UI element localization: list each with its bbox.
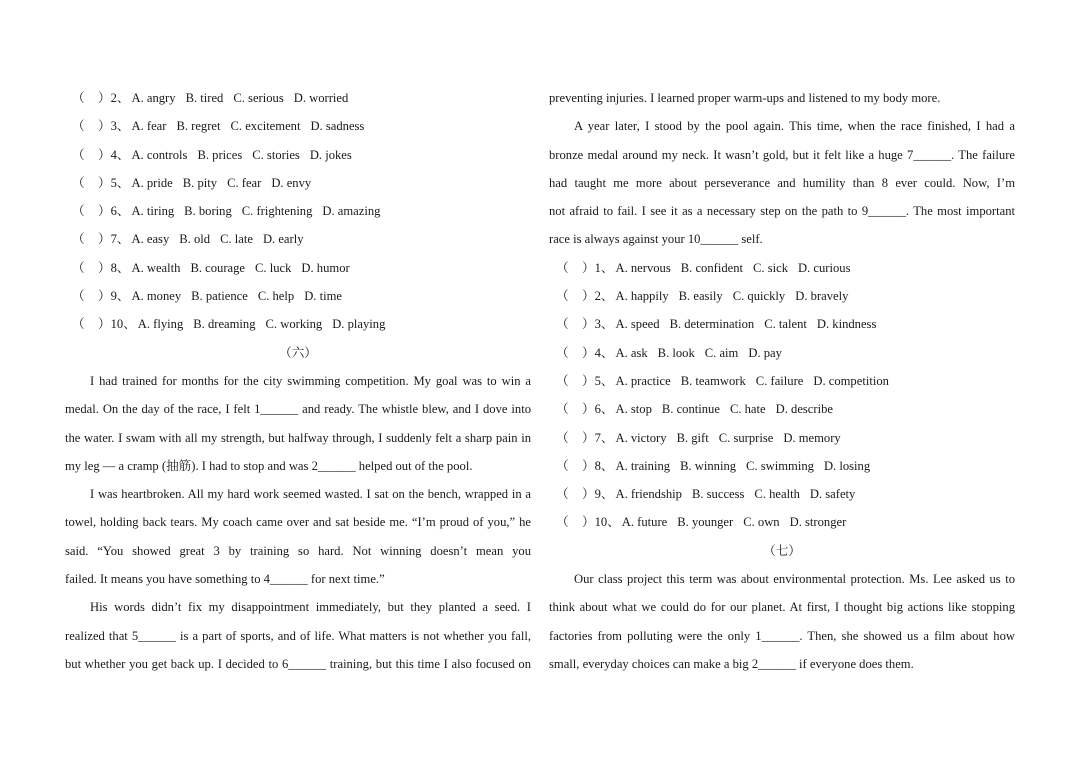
question-number: ）4、 bbox=[582, 345, 614, 360]
question-number: ）2、 bbox=[582, 289, 614, 304]
option-c: C. own bbox=[743, 515, 780, 530]
question-number: ）3、 bbox=[98, 119, 130, 134]
passage-line: bronze medal around my neck. It wasn’t gold, but it felt like a huge 7______. The failure bbox=[549, 147, 1015, 162]
option-a: A. training bbox=[615, 458, 671, 473]
answer-bracket[interactable]: （ bbox=[556, 515, 569, 530]
answer-bracket[interactable]: （ bbox=[72, 204, 85, 219]
option-a: A. victory bbox=[615, 430, 667, 445]
passage-line: His words didn’t fix my disappointment immediately, but they planted a seed. I bbox=[90, 600, 531, 615]
option-b: B. confident bbox=[680, 260, 744, 275]
passage-line: small, everyday choices can make a big 2______ if everyone does them. bbox=[549, 656, 914, 671]
question-item bbox=[65, 112, 531, 140]
option-c: C. failure bbox=[755, 373, 804, 388]
option-a: A. future bbox=[621, 515, 668, 530]
option-c: C. serious bbox=[233, 91, 284, 105]
passage-line: I was heartbroken. All my hard work seemed wasted. I sat on the bench, wrapped in a bbox=[90, 487, 531, 502]
answer-bracket[interactable]: （ bbox=[72, 317, 85, 332]
answer-bracket[interactable]: （ bbox=[72, 147, 85, 162]
option-d: D. memory bbox=[783, 430, 841, 445]
question-item bbox=[549, 310, 1015, 338]
question-item bbox=[549, 339, 1015, 367]
option-a: A. practice bbox=[615, 373, 671, 388]
option-d: D. pay bbox=[748, 345, 782, 360]
question-item bbox=[65, 141, 531, 169]
passage-line: towel, holding back tears. My coach came over and sat beside me. “I’m proud of you,” he bbox=[65, 515, 531, 530]
question-number: ）5、 bbox=[98, 175, 130, 190]
passage-line: said. “You showed great 3 by training so hard. Not winning doesn’t mean you bbox=[65, 543, 531, 558]
section-heading: （七） bbox=[763, 543, 801, 558]
question-item bbox=[65, 169, 531, 197]
passage-line: medal. On the day of the race, I felt 1______ and ready. The whistle blew, and I dove into bbox=[65, 402, 531, 417]
answer-bracket[interactable]: （ bbox=[72, 119, 85, 134]
passage-line: my leg — a cramp (抽筋). I had to stop and was 2______ helped out of the pool. bbox=[65, 458, 473, 473]
passage-line: but whether you get back up. I decided to 6______ training, but this time I also focused on bbox=[65, 656, 531, 671]
option-d: D. stronger bbox=[789, 515, 847, 530]
passage-line: realized that 5______ is a part of sports, and of life. What matters is not whether you fall, bbox=[65, 628, 531, 643]
answer-bracket[interactable]: （ bbox=[556, 373, 569, 388]
question-item bbox=[65, 84, 531, 112]
option-b: B. younger bbox=[677, 515, 734, 530]
option-b: B. pity bbox=[182, 175, 218, 190]
question-number: ）7、 bbox=[98, 232, 130, 247]
option-c: C. swimming bbox=[746, 458, 814, 473]
passage-line: I had trained for months for the city swimming competition. My goal was to win a bbox=[90, 373, 531, 388]
passage-line: the water. I swam with all my strength, but halfway through, I suddenly felt a sharp pain in bbox=[65, 430, 531, 445]
question-number: ）3、 bbox=[582, 317, 614, 332]
passage-line: Our class project this term was about environmental protection. Ms. Lee asked us to bbox=[574, 572, 1015, 587]
option-c: C. surprise bbox=[718, 430, 774, 445]
option-b: B. continue bbox=[661, 402, 720, 417]
option-a: A. controls bbox=[131, 147, 188, 162]
option-a: A. flying bbox=[137, 317, 184, 332]
question-item bbox=[549, 508, 1015, 536]
option-b: B. prices bbox=[197, 147, 243, 162]
option-d: D. describe bbox=[775, 402, 833, 417]
option-a: A. fear bbox=[131, 119, 167, 134]
option-c: C. quickly bbox=[732, 289, 786, 304]
option-b: B. courage bbox=[190, 260, 246, 275]
answer-bracket[interactable]: （ bbox=[72, 175, 85, 190]
option-c: C. help bbox=[257, 289, 295, 304]
question-item bbox=[65, 197, 531, 225]
answer-bracket[interactable]: （ bbox=[556, 345, 569, 360]
option-a: A. ask bbox=[615, 345, 648, 360]
option-d: D. jokes bbox=[309, 147, 352, 162]
question-number: ）4、 bbox=[98, 147, 130, 162]
option-b: B. old bbox=[179, 232, 211, 247]
question-item bbox=[65, 254, 531, 282]
question-number: ）8、 bbox=[98, 260, 130, 275]
passage-line: A year later, I stood by the pool again. This time, when the race finished, I had a bbox=[574, 119, 1015, 134]
left-column bbox=[65, 84, 531, 678]
answer-bracket[interactable]: （ bbox=[556, 458, 569, 473]
question-number: ）10、 bbox=[98, 317, 136, 332]
option-c: C. frightening bbox=[241, 204, 313, 219]
answer-bracket[interactable]: （ bbox=[72, 260, 85, 275]
answer-bracket[interactable]: （ bbox=[72, 289, 85, 304]
question-number: ）5、 bbox=[582, 373, 614, 388]
option-d: D. early bbox=[262, 232, 304, 247]
passage-line: failed. It means you have something to 4______ for next time.” bbox=[65, 572, 385, 587]
answer-bracket[interactable]: （ bbox=[556, 289, 569, 304]
option-a: A. wealth bbox=[131, 260, 181, 275]
question-number: ）7、 bbox=[582, 430, 614, 445]
option-d: D. amazing bbox=[322, 204, 381, 219]
option-c: C. hate bbox=[729, 402, 766, 417]
option-a: A. tiring bbox=[131, 204, 175, 219]
option-c: C. talent bbox=[764, 317, 807, 332]
option-a: A. stop bbox=[615, 402, 652, 417]
option-c: C. luck bbox=[255, 260, 292, 275]
answer-bracket[interactable]: （ bbox=[556, 317, 569, 332]
question-number: ）10、 bbox=[582, 515, 620, 530]
option-d: D. envy bbox=[271, 175, 312, 190]
option-d: D. losing bbox=[823, 458, 871, 473]
answer-bracket[interactable]: （ bbox=[556, 430, 569, 445]
question-number: ）2、 bbox=[98, 91, 130, 105]
option-a: A. friendship bbox=[615, 487, 682, 502]
passage-line: not afraid to fail. I see it as a necessary step on the path to 9______. The most important bbox=[549, 204, 1015, 219]
answer-bracket[interactable]: （ bbox=[556, 260, 569, 275]
question-number: ）1、 bbox=[582, 260, 614, 275]
question-number: ）6、 bbox=[98, 204, 130, 219]
option-d: D. bravely bbox=[795, 289, 849, 304]
question-item bbox=[549, 395, 1015, 423]
passage-line: race is always against your 10______ self. bbox=[549, 232, 763, 247]
option-a: A. easy bbox=[131, 232, 170, 247]
option-b: B. look bbox=[657, 345, 695, 360]
question-item bbox=[549, 452, 1015, 480]
option-d: D. time bbox=[304, 289, 342, 304]
question-number: ）9、 bbox=[582, 487, 614, 502]
option-a: A. nervous bbox=[615, 260, 671, 275]
answer-bracket[interactable]: （ bbox=[556, 402, 569, 417]
passage-line: think about what we could do for our planet. At first, I thought big actions like stopping bbox=[549, 600, 1015, 615]
answer-bracket[interactable]: （ bbox=[556, 487, 569, 502]
passage-line: preventing injuries. I learned proper warm-ups and listened to my body more. bbox=[549, 91, 941, 105]
option-d: D. sadness bbox=[310, 119, 365, 134]
option-d: D. humor bbox=[301, 260, 350, 275]
question-item bbox=[65, 310, 531, 338]
option-a: A. pride bbox=[131, 175, 173, 190]
option-c: C. excitement bbox=[230, 119, 301, 134]
option-b: B. boring bbox=[184, 204, 232, 219]
right-column bbox=[549, 84, 1015, 678]
option-d: D. worried bbox=[293, 91, 349, 105]
option-a: A. happily bbox=[615, 289, 669, 304]
option-d: D. playing bbox=[332, 317, 386, 332]
question-number: ）6、 bbox=[582, 402, 614, 417]
question-number: ）9、 bbox=[98, 289, 130, 304]
option-c: C. aim bbox=[704, 345, 739, 360]
option-a: A. angry bbox=[131, 91, 176, 105]
option-b: B. gift bbox=[676, 430, 709, 445]
option-a: A. money bbox=[131, 289, 182, 304]
option-b: B. easily bbox=[678, 289, 723, 304]
option-b: B. tired bbox=[185, 91, 224, 105]
passage-line: had taught me more about perseverance and humility than 8 ever could. Now, I’m bbox=[549, 175, 1015, 190]
option-b: B. regret bbox=[176, 119, 221, 134]
question-item bbox=[549, 480, 1015, 508]
question-item bbox=[549, 282, 1015, 310]
option-d: D. safety bbox=[809, 487, 856, 502]
option-b: B. success bbox=[691, 487, 745, 502]
option-c: C. stories bbox=[252, 147, 300, 162]
section-heading: （六） bbox=[279, 345, 317, 360]
question-item bbox=[549, 367, 1015, 395]
option-a: A. speed bbox=[615, 317, 660, 332]
option-d: D. kindness bbox=[816, 317, 877, 332]
question-item bbox=[65, 225, 531, 253]
option-c: C. late bbox=[220, 232, 253, 247]
option-d: D. competition bbox=[813, 373, 889, 388]
option-c: C. health bbox=[754, 487, 800, 502]
option-c: C. sick bbox=[753, 260, 788, 275]
answer-bracket[interactable]: （ bbox=[72, 232, 85, 247]
question-number: ）8、 bbox=[582, 458, 614, 473]
answer-bracket[interactable]: （ bbox=[72, 91, 85, 105]
question-item bbox=[549, 424, 1015, 452]
option-b: B. teamwork bbox=[680, 373, 746, 388]
option-d: D. curious bbox=[798, 260, 851, 275]
passage-line: factories from polluting were the only 1______. Then, she showed us a film about how bbox=[549, 628, 1015, 643]
option-c: C. working bbox=[265, 317, 323, 332]
option-b: B. patience bbox=[191, 289, 248, 304]
option-b: B. winning bbox=[680, 458, 737, 473]
question-item bbox=[549, 254, 1015, 282]
option-b: B. determination bbox=[669, 317, 755, 332]
option-c: C. fear bbox=[227, 175, 262, 190]
option-b: B. dreaming bbox=[193, 317, 256, 332]
question-item bbox=[65, 282, 531, 310]
